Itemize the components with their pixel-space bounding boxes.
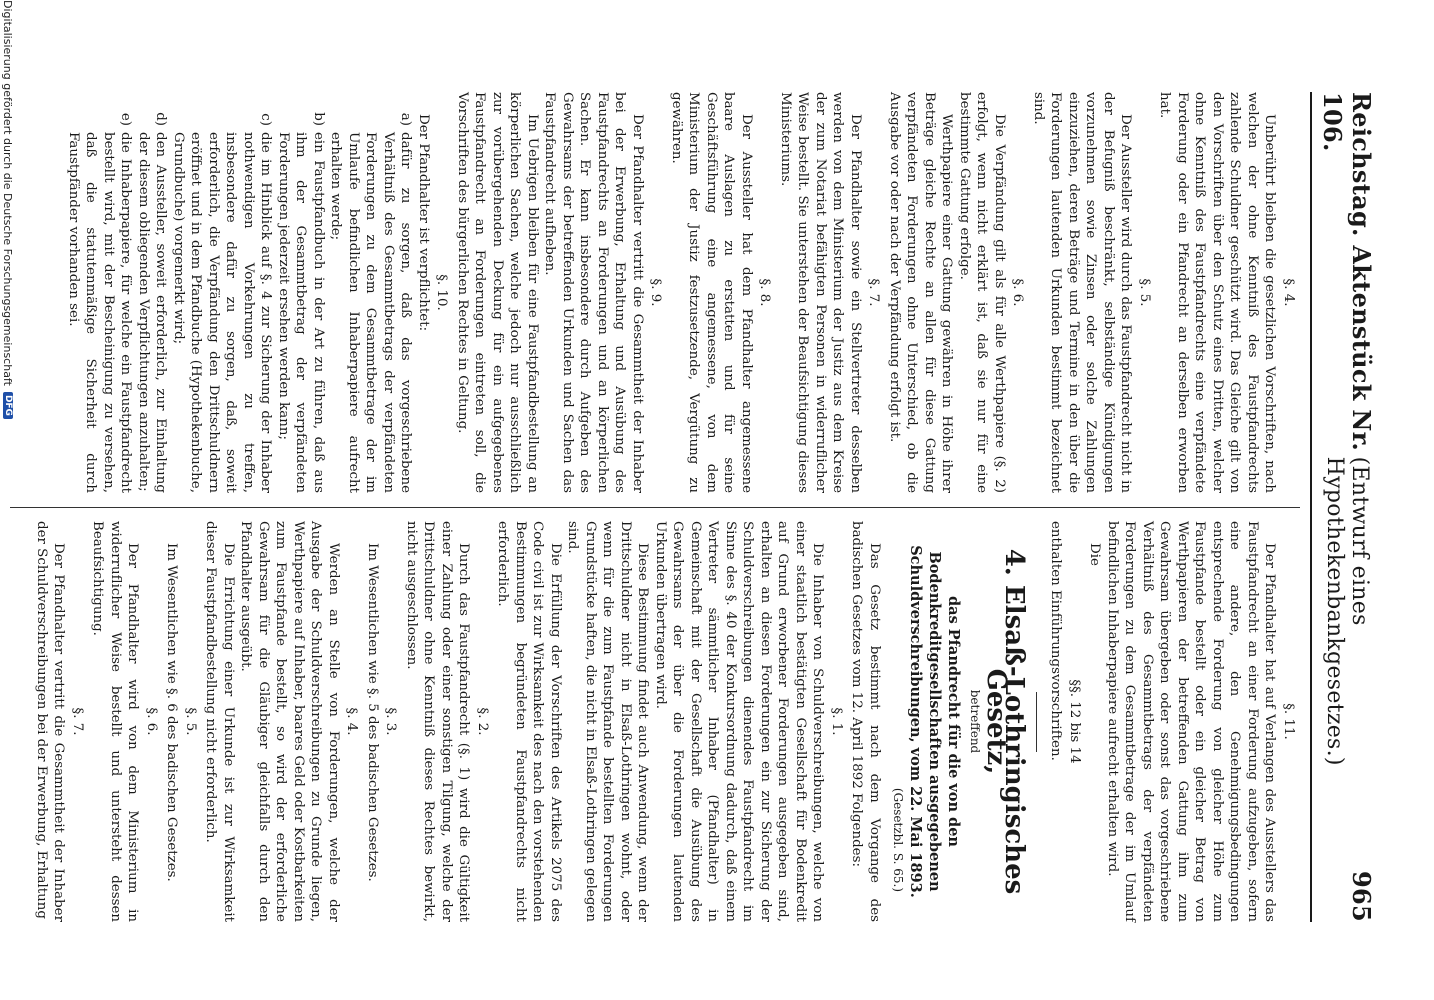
paragraph: Die Errichtung einer Urkunde ist zur Wirksamkeit dieser Faustpfandbestellung nicht erforderlich. [203,521,236,922]
section-heading: §. 7. [70,707,85,736]
paragraph: Unberührt bleiben die gesetzlichen Vorschriften, nach welchen der ohne Kenntniß des Faustpfandrechts zahlende Schuldner geschützt wird. Das Gleiche gilt von den Vorschriften über den Schutz eines Dritten, welcher ohne Kenntniß des Faustpfandrechts eine verpfändete Forderung oder ein Pfandrecht an derselben erworben hat. [1157,92,1278,493]
footer-text: Digitalisierung gefördert durch die Deutsche Forschungsgemeinschaft [1,0,15,386]
section-heading: §. 1. [829,707,844,736]
list-text: den Aussteller, soweit erforderlich, zur Einhaltung der diesem obliegenden Verpflichtungen anzuhalten; [136,132,169,493]
law-reference: (Gesetzbl. S. 65.) [891,787,906,892]
paragraph: Im Wesentlichen wie §. 6 des badischen Gesetzes. [164,543,180,882]
list-item [135,92,170,493]
list-label: d) [153,112,169,126]
page-header [1318,92,1376,922]
section-heading: §§. 12 bis 14 [1067,679,1082,764]
list-text: die Inhaberpapiere, für welche ein Faustpfandrecht bestellt wird, mit der Bescheinigung zu versehen, daß die statutenmäßige Sicherheit durch Faustpfänder vorhanden sei. [66,132,134,493]
section-heading: §. 9. [648,278,664,307]
obligation-list [65,92,415,493]
paragraph: Die Inhaber von Schuldverschreibungen, welche von einer staatlich bestätigten Gesellschaft für Bodenkredit auf Grund erworbener Forderungen ausgegeben sind, erhalten an diesen Forderungen ein zur Sicherung der Schuldverschreibungen dienendes Faustpfandrecht im Sinne des §. 40 der Konkursordnung dadurch, daß einem Vertreter sämmtlicher Inhaber (Pfandhalter) in Gemeinschaft mit der Gesellschaft die Ausübung des Gewahrsams der über die Forderungen lautenden Urkunden übertragen wird. [653,521,826,922]
paragraph: enthalten Einführungsvorschriften. [1048,521,1064,761]
section-heading: §. 5. [1137,278,1152,307]
list-label: a) [398,112,414,126]
paragraph: Die Erfüllung der Vorschriften des Artikels 2075 des Code civil ist zur Wirksamkeit des nach den vorstehenden Bestimmungen begründeten Faustpfandrechts nicht erforderlich. [495,521,563,922]
separator-rule [1036,692,1037,752]
section-heading: §. 4. [344,707,360,736]
section-heading: §. 10. [434,274,450,311]
column-divider [10,507,1300,508]
paragraph: Der Pfandhalter vertritt die Gesammtheit der Inhaber der Schuldverschreibungen bei der Erwerbung, Erhaltung [34,521,67,922]
list-label: e) [118,112,134,126]
list-text: dafür zu sorgen, daß das vorgeschriebene Verhältniß des Gesammtbetrags der verpfändeten Forderungen zu dem Gesammtbetrage der im Umlaufe befindlichen Inhaberpapiere aufrecht erhalten werde; [328,132,414,493]
list-item [327,92,415,493]
section-heading: §. 3. [383,707,399,736]
law-betreffend: betreffend [968,689,982,754]
left-column [10,92,1300,507]
header-title: Reichstag. Aktenstück Nr. 106. [1318,92,1376,451]
paragraph: Diese Bestimmung findet auch Anwendung, wenn der Drittschuldner nicht in Elsaß-Lothringen wohnt, oder wenn für die zum Faustpfande bestellten Forderungen Grundstücke haften, die nicht in Elsaß-Lothringen gelegen sind. [565,521,651,922]
paragraph: Werden an Stelle von Forderungen, welche der Ausgabe der Schuldverschreibungen zu Grunde liegen, Werthpapiere auf Inhaber, baares Geld oder Kostbarkeiten zum Faustpfande bestellt, so wird der erforderliche Gewahrsam für die Gläubiger gleichfalls durch den Pfandhalter ausgeübt. [238,521,341,922]
header-subtitle: (Entwurf eines Hypothekenbankgesetzes.) [1322,456,1372,766]
paragraph: Der Pfandhalter ist verpflichtet: [416,114,431,332]
list-label: b) [311,112,326,126]
header-rule [1310,92,1312,922]
list-item [275,92,328,493]
section-heading: §. 11. [1281,703,1296,740]
list-item [170,92,275,493]
dfg-logo-icon: DFG [3,392,13,419]
section-heading: §. 4. [1281,278,1296,307]
paragraph: Der Aussteller hat dem Pfandhalter angemessene baare Auslagen zu erstatten und für seine Geschäftsführung eine angemessene, von dem Ministerium der Justiz festzusetzende, Vergütung zu gewähren. [669,92,754,493]
paragraph: Der Pfandhalter sowie ein Stellvertreter desselben werden von dem Ministerium der Justiz aus dem Kreise der zum Notariat befähigten Personen in widerruflicher Weise bestellt. Sie unterstehen der Beaufsichtigung dieses Ministeriums. [778,92,863,493]
page-number: 965 [1347,871,1376,922]
section-heading: §. 6. [1010,278,1026,307]
paragraph: Im Wesentlichen wie §. 5 des badischen Gesetzes. [365,543,380,882]
list-label: c) [258,113,274,126]
list-text: die im Hinblick auf §. 4 zur Sicherung der Inhaber nothwendigen Vorkehrungen zu treffen, insbesondere dafür zu sorgen, daß, soweit erforderlich, die Verpfändung den Drittschuldnern eröffnet und in dem Pfandbuche (Hypothekenbuche, Grundbuche) vorgemerkt wird; [171,132,274,493]
paragraph: Der Pfandhalter wird von dem Ministerium in widerruflicher Weise bestellt und untersteht dessen Beaufsichtigung. [90,521,141,922]
law-title: 4. Elsaß-Lothringisches Gesetz, [981,548,1029,895]
section-heading: §. 5. [183,707,198,736]
paragraph: Die Verpfändung gilt als für alle Werthpapiere (§. 2) erfolgt, wenn nicht erklärt ist, daß sie nur für eine bestimmte Gattung erfolge. [957,92,1007,493]
text-columns [10,92,1300,922]
paragraph: Im Uebrigen bleiben für eine Faustpfandbestellung an körperlichen Sachen, welche jedoch nur ausschließlich zur vorübergehenden Deckung für ein aufgegebenes Faustpfandrecht an Forderungen eintreten soll, die Vorschriften des bürgerlichen Rechtes in Geltung. [455,92,540,493]
paragraph: Die [1087,543,1103,566]
paragraph: Der Pfandhalter vertritt die Gesammtheit der Inhaber bei der Erwerbung, Erhaltung und Ausübung des Faustpfandrechts an Forderungen und an körperlichen Sachen. Er kann insbesondere durch Aufgeben des Gewahrsams der betreffenden Urkunden und Sachen das Faustpfandrecht aufheben. [542,92,645,493]
paragraph: Durch das Faustpfandrecht (§. 1) wird die Gültigkeit einer Zahlung oder einer sonstigen Tilgung, welche der Drittschuldner ohne Kenntniß dieses Rechtes bewirkt, nicht ausgeschlossen. [404,521,472,922]
paragraph: Der Pfandhalter hat auf Verlangen des Ausstellers das Faustpfandrecht an einer Forderung aufzugeben, sofern eine andere, den Genehmigungsbedingungen entsprechende Forderung von gleicher Höhe zum Faustpfande bestellt oder ein gleicher Betrag von Werthpapieren der betreffenden Gattung ihm zum Gewahrsam übergeben oder sonst das vorgeschriebene Verhältniß des Gesammtbetrags der verpfändeten Forderungen zu dem Gesammtbetrage der im Umlauf befindlichen Inhaberpapiere aufrecht erhalten wird. [1105,521,1278,922]
law-subtitle: das Pfandrecht für die von den Bodenkreditgesellschaften ausgegebenen Schuldverschreibungen, vom 22. Mai 1893. [907,545,963,898]
paragraph: Werthpapiere einer Gattung gewähren in Höhe ihrer Beträge gleiche Rechte an allen für diese Gattung verpfändeten Forderungen ohne Unterschied, ob die Ausgabe vor oder nach der Verpfändung erfolgt ist. [887,92,955,493]
section-heading: §. 2. [475,707,490,736]
right-column [10,507,1300,922]
list-item [65,92,135,493]
section-heading: §. 8. [757,278,773,307]
paragraph: Das Gesetz bestimmt nach dem Vorgange des badischen Gesetzes vom 12. April 1892 Folgendes: [849,521,882,922]
section-heading: §. 7. [866,278,882,307]
digitization-footer [0,0,16,1000]
section-heading: §. 6. [144,707,159,736]
list-text: ein Faustpfandbuch in der Art zu führen, daß aus ihm der Gesammtbetrag der verpfändeten Forderungen jederzeit ersehen werden kann; [276,132,326,493]
paragraph: Der Aussteller wird durch das Faustpfandrecht nicht in der Befugniß beschränkt, selbständige Kündigungen vorzunehmen sowie Zinsen oder solche Zahlungen einzuziehen, deren Beträge und Termine in den über die Forderungen lautenden Urkunden bestimmt bezeichnet sind. [1031,92,1134,493]
